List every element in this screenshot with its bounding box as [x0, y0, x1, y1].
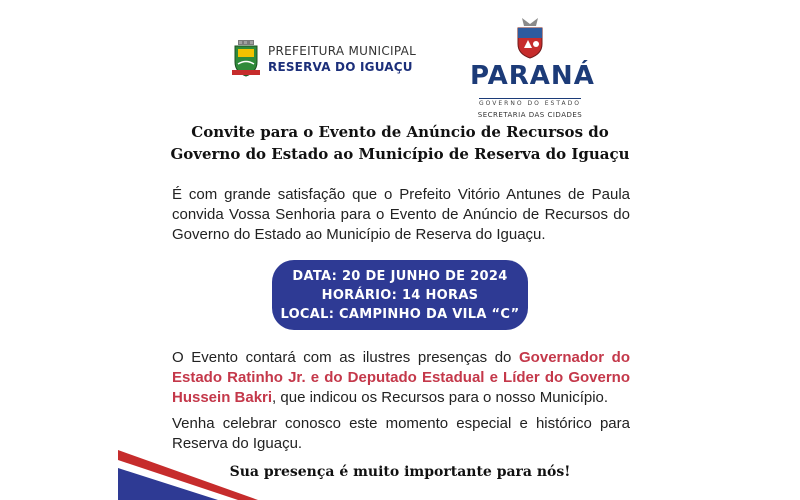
parana-secretaria-label: SECRETARIA DAS CIDADES — [477, 111, 583, 119]
event-place: LOCAL: CAMPINHO DA VILA “C” — [280, 306, 520, 322]
celebrate-paragraph: Venha celebrar conosco este momento especial e histórico para Reserva do Iguaçu. — [172, 415, 630, 452]
title-line-1: Convite para o Evento de Anúncio de Recursos do — [191, 123, 609, 141]
parana-coat-of-arms-icon — [510, 16, 550, 60]
presence-paragraph — [172, 348, 630, 408]
event-date: DATA: 20 DE JUNHO DE 2024 — [292, 268, 508, 284]
presence-text-start: O Evento contará com as ilustres presenças do — [172, 349, 520, 366]
municipality-name: RESERVA DO IGUAÇU — [268, 60, 413, 74]
presence-highlight: Governador do Estado Ratinho Jr. e do Deputado Estadual e Líder do Governo Hussein Bakri — [172, 349, 630, 406]
event-details-box — [272, 260, 528, 330]
prefeitura-label: PREFEITURA MUNICIPAL — [268, 44, 417, 58]
prefeitura-logo — [230, 40, 416, 78]
event-time: HORÁRIO: 14 HORAS — [321, 287, 479, 303]
presence-text-end: , que indicou os Recursos para o nosso Município. — [272, 389, 609, 406]
invitation-title — [120, 121, 680, 165]
parana-name: PARANÁ — [470, 61, 595, 91]
closing-message: Sua presença é muito importante para nós! — [229, 464, 571, 480]
title-line-2: Governo do Estado ao Município de Reserva do Iguaçu — [170, 145, 630, 163]
parana-gov-label: GOVERNO DO ESTADO — [479, 100, 581, 107]
parana-logo — [470, 16, 595, 119]
municipal-crest-icon — [230, 40, 262, 78]
intro-paragraph: É com grande satisfação que o Prefeito Vitório Antunes de Paula convida Vossa Senhoria para o Evento de Anúncio de Recursos do Governo do Estado ao Município de Reserva do Iguaçu. — [172, 186, 630, 243]
